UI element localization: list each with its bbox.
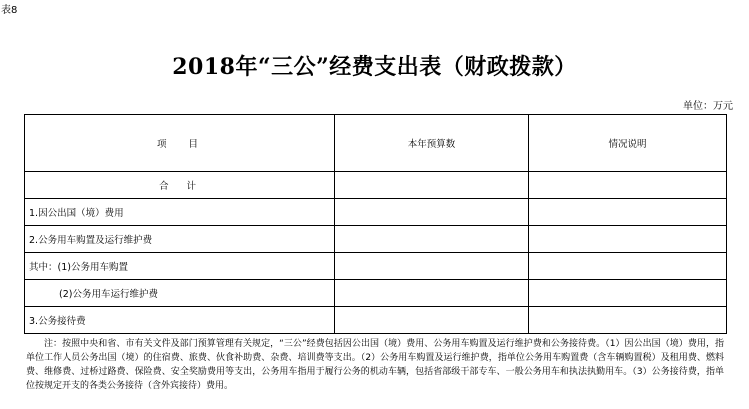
table-row	[25, 253, 727, 280]
cell-budget	[335, 307, 529, 334]
row-label-total: 合计	[25, 172, 335, 199]
cell-remark	[529, 253, 727, 280]
header-remark: 情况说明	[529, 115, 727, 172]
table-header-row	[25, 115, 727, 172]
row-label: 1.因公出国（境）费用	[25, 199, 335, 226]
three-public-expense-table	[24, 114, 727, 334]
cell-budget	[335, 253, 529, 280]
table-number-label: 表8	[1, 5, 18, 16]
cell-budget	[335, 226, 529, 253]
cell-budget	[335, 172, 529, 199]
cell-budget	[335, 199, 529, 226]
header-item: 项目	[25, 115, 335, 172]
row-label: 3.公务接待费	[25, 307, 335, 334]
page-title: 2018年“三公”经费支出表（财政拨款）	[172, 54, 577, 80]
header-budget: 本年预算数	[335, 115, 529, 172]
cell-remark	[529, 172, 727, 199]
cell-remark	[529, 226, 727, 253]
table-row-total	[25, 172, 727, 199]
table-row	[25, 307, 727, 334]
row-label: (2)公务用车运行维护费	[25, 280, 335, 307]
unit-label: 单位：万元	[683, 101, 733, 112]
row-label: 2.公务用车购置及运行维护费	[25, 226, 335, 253]
cell-remark	[529, 280, 727, 307]
cell-remark	[529, 307, 727, 334]
row-label: 其中：(1)公务用车购置	[25, 253, 335, 280]
table-row	[25, 199, 727, 226]
cell-budget	[335, 280, 529, 307]
footnote: 注：按照中央和省、市有关文件及部门预算管理有关规定，“三公”经费包括因公出国（境）费用、公务用车购置及运行维护费和公务接待费。（1）因公出国（境）费用，指单位工作人员公务出国（境）的住宿费、旅费、伙食补助费、杂费、培训费等支出。（2）公务用车购置及运行维护费，指单位公务用车购置费（含车辆购置税）及租用费、燃料费、维修费、过桥过路费、保险费、安全奖励费用等支出，公务用车指用于履行公务的机动车辆，包括省部级干部专车、一般公务用车和执法执勤用车。（3）公务接待费，指单位按规定开支的各类公务接待（含外宾接待）费用。	[26, 339, 724, 391]
table-row	[25, 280, 727, 307]
cell-remark	[529, 199, 727, 226]
table-row	[25, 226, 727, 253]
